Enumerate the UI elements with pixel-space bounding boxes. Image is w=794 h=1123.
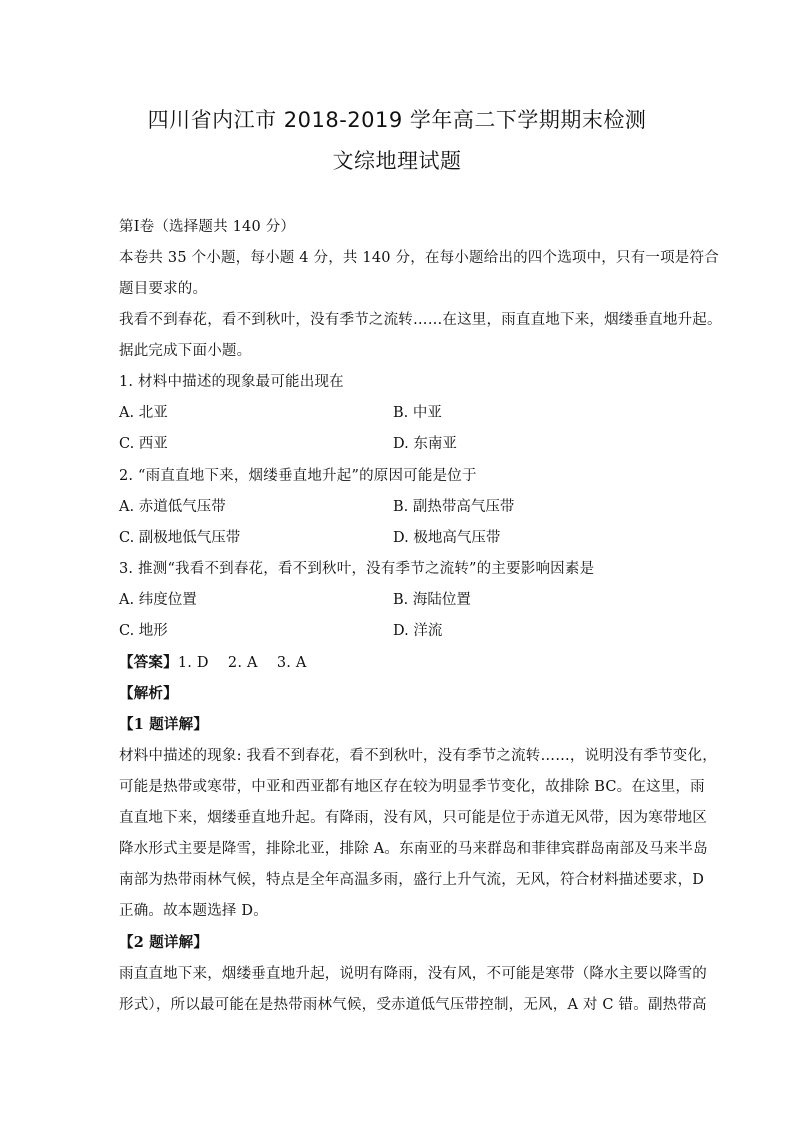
q1-detail-line-5: 南部为热带雨林气候，特点是全年高温多雨，盛行上升气流，无风，符合材料描述要求，D (119, 872, 705, 888)
q2-detail-label: 【2 题详解】 (119, 934, 209, 951)
q2-detail-line-2: 形式），所以最可能在是热带雨林气候，受赤道低气压带控制，无风，A 对 C 错。副热带高 (119, 997, 707, 1013)
instruction-line-1: 本卷共 35 个小题，每小题 4 分，共 140 分，在每小题给出的四个选项中，只有一项是符合 (119, 250, 719, 266)
section-heading: 第Ⅰ卷（选择题共 140 分） (119, 219, 296, 235)
question-1-option-a: A. 北亚 (119, 405, 168, 421)
question-2-stem: 2. “雨直直地下来，烟缕垂直地升起”的原因可能是位于 (119, 468, 477, 484)
q1-detail-line-1: 材料中描述的现象: 我看不到春花，看不到秋叶，没有季节之流转……，说明没有季节变化， (119, 748, 717, 764)
question-1-option-c: C. 西亚 (119, 436, 168, 452)
document-subtitle: 文综地理试题 (332, 149, 462, 173)
question-2-option-b: B. 副热带高气压带 (393, 499, 515, 515)
q1-detail-line-6: 正确。故本题选择 D。 (119, 903, 268, 919)
question-2-option-d: D. 极地高气压带 (393, 530, 501, 546)
document-title: 四川省内江市 2018-2019 学年高二下学期期末检测 (147, 108, 647, 132)
question-3-option-a: A. 纬度位置 (119, 592, 197, 608)
question-3-option-c: C. 地形 (119, 623, 168, 639)
q1-detail-line-3: 直直地下来，烟缕垂直地升起。有降雨，没有风，只可能是位于赤道无风带，因为寒带地区 (119, 810, 707, 826)
question-1-option-d: D. 东南亚 (393, 436, 457, 452)
answer-line (119, 653, 681, 673)
q1-detail-line-2: 可能是热带或寒带，中亚和西亚都有地区存在较为明显季节变化，故排除 BC。在这里，雨 (119, 779, 705, 795)
question-2-option-a: A. 赤道低气压带 (119, 499, 226, 515)
question-1-stem: 1. 材料中描述的现象最可能出现在 (119, 374, 344, 390)
instruction-line-2: 题目要求的。 (119, 281, 208, 297)
answer-label: 【答案】 (119, 654, 178, 671)
question-3-option-b: B. 海陆位置 (393, 592, 471, 608)
question-3-option-d: D. 洋流 (393, 623, 443, 639)
material-line-2: 据此完成下面小题。 (119, 343, 252, 359)
analysis-label: 【解析】 (119, 685, 178, 702)
answer-text: 1. D 2. A 3. A (177, 655, 307, 671)
question-2-option-c: C. 副极地低气压带 (119, 530, 241, 546)
q1-detail-label: 【1 题详解】 (119, 716, 209, 733)
material-line-1: 我看不到春花，看不到秋叶，没有季节之流转……在这里，雨直直地下来，烟缕垂直地升起。 (119, 312, 722, 328)
q1-detail-line-4: 降水形式主要是降雪，排除北亚，排除 A。东南亚的马来群岛和菲律宾群岛南部及马来半岛 (119, 841, 708, 857)
question-1-option-b: B. 中亚 (393, 405, 442, 421)
q2-detail-line-1: 雨直直地下来，烟缕垂直地升起，说明有降雨，没有风，不可能是寒带（降水主要以降雪的 (119, 966, 707, 982)
question-3-stem: 3. 推测“我看不到春花，看不到秋叶，没有季节之流转”的主要影响因素是 (119, 561, 595, 577)
